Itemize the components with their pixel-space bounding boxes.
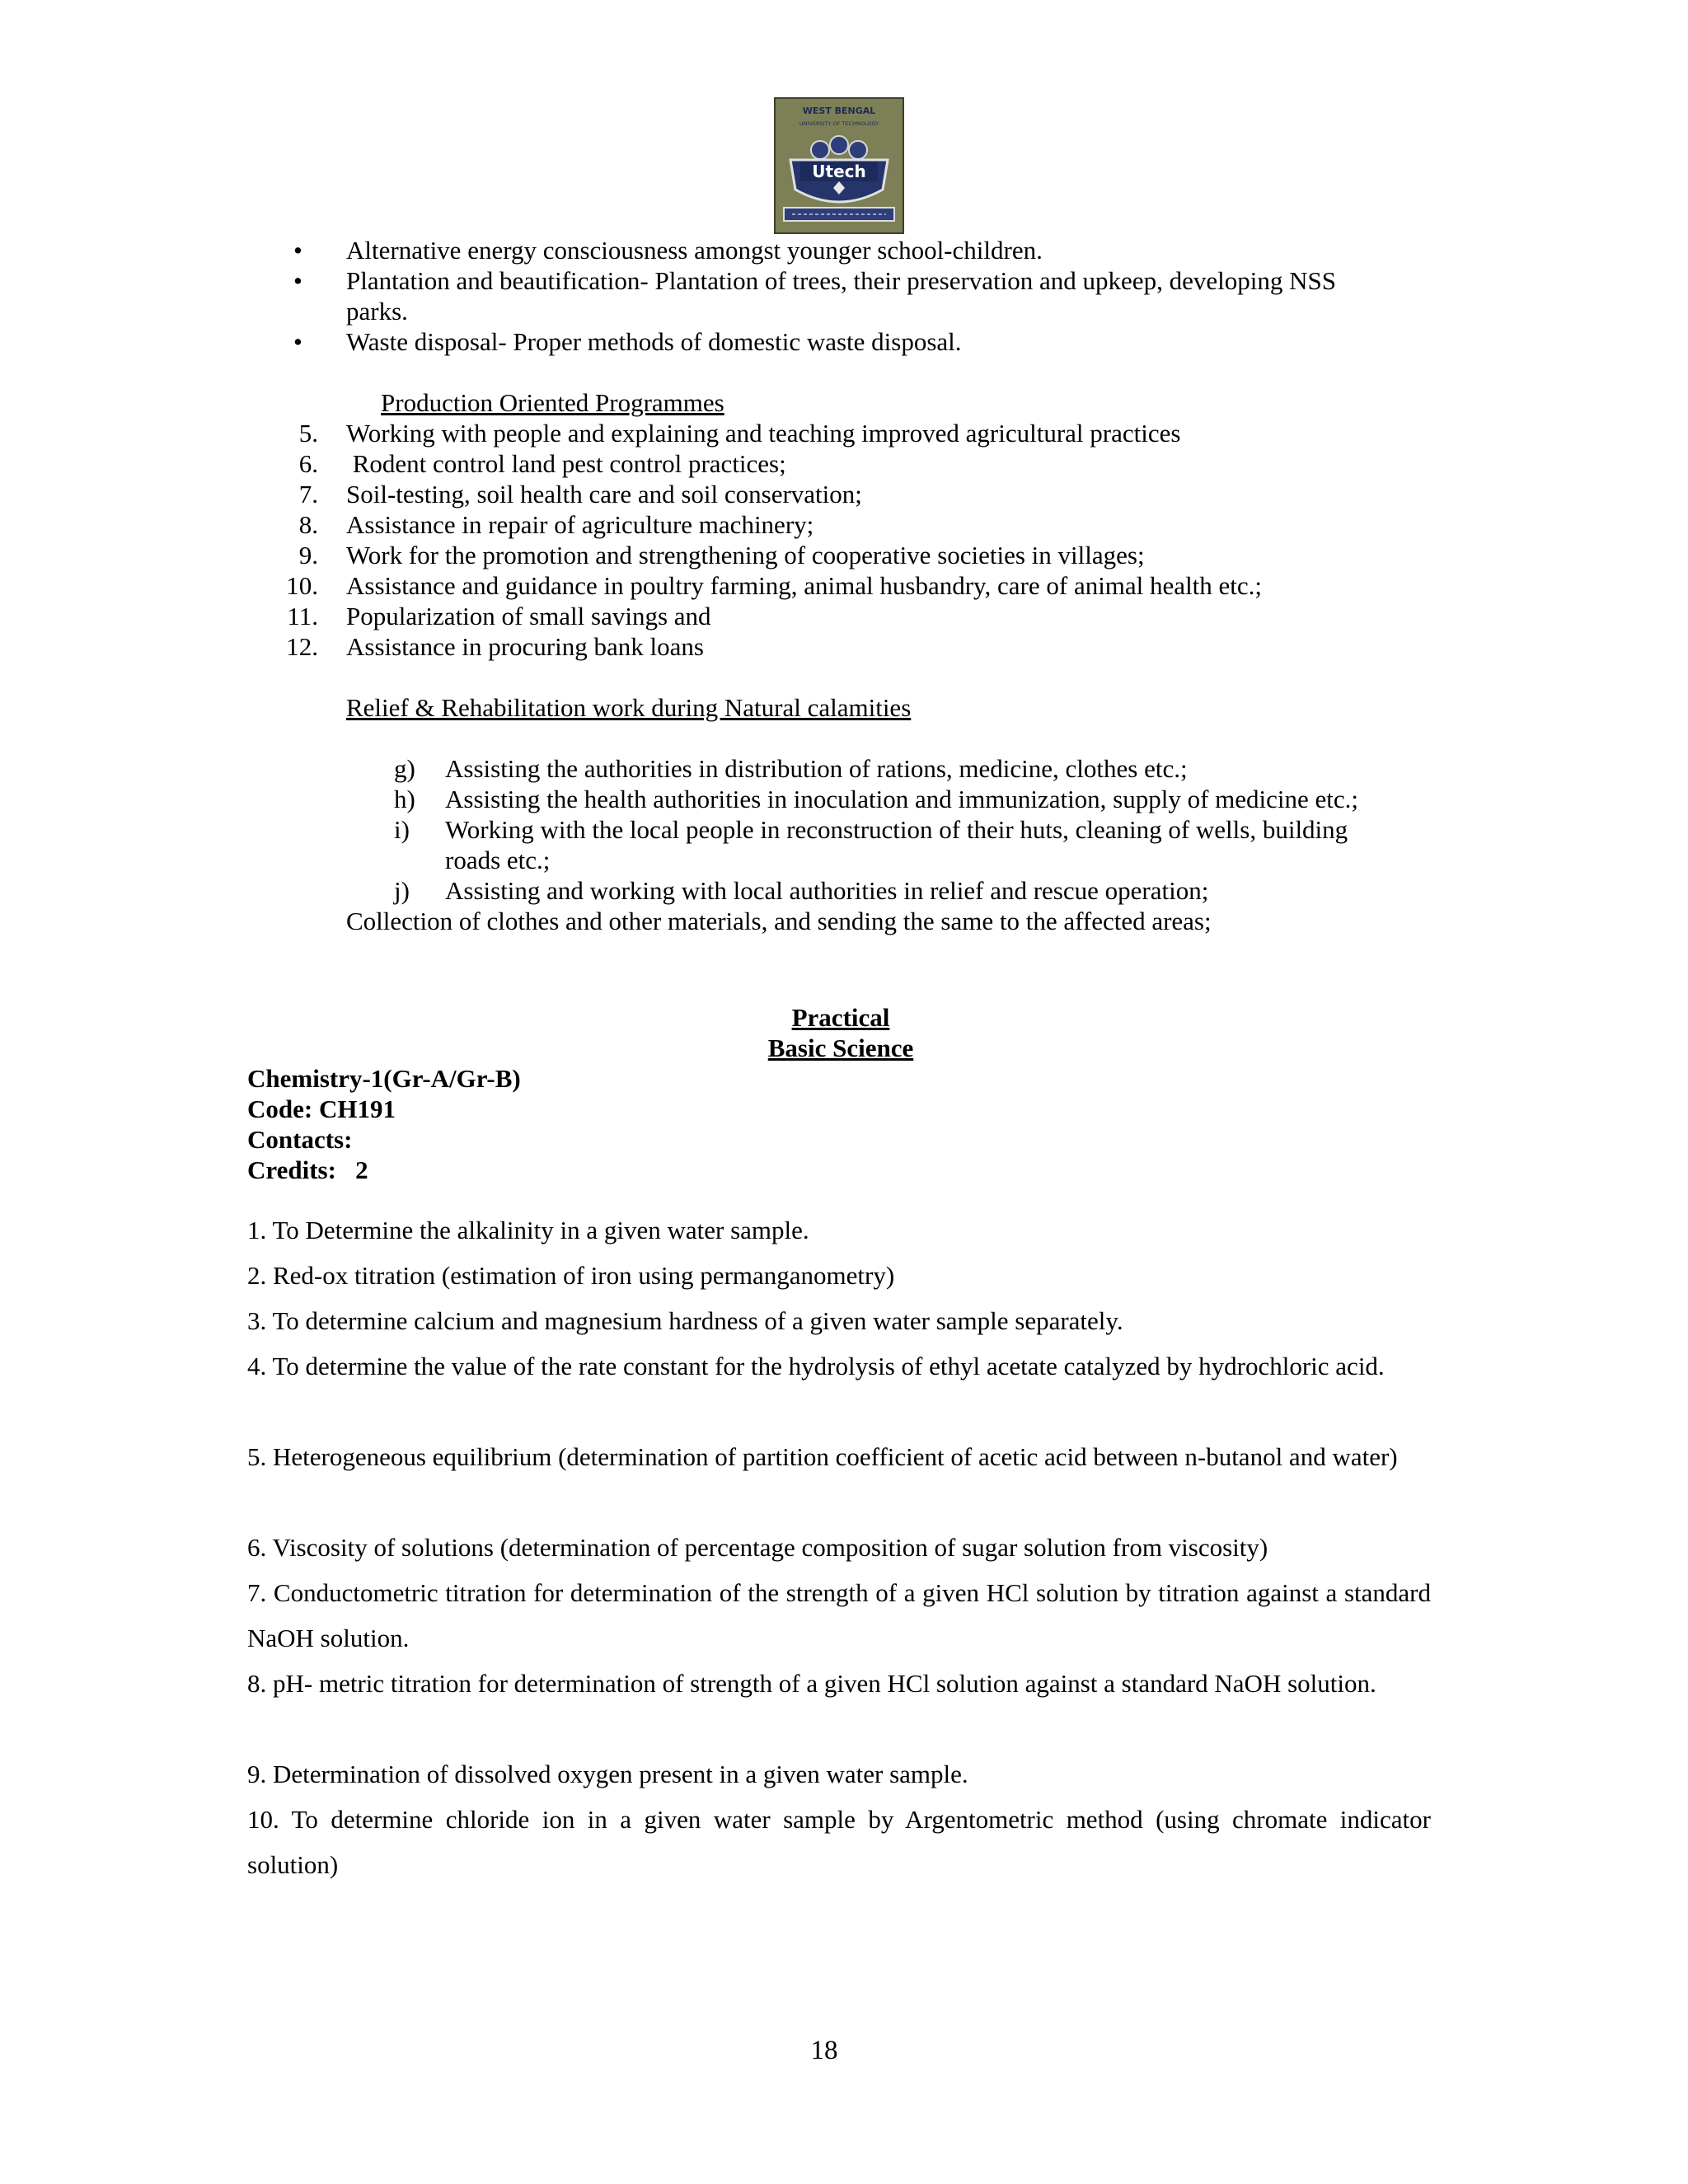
item-text: roads etc.;	[445, 846, 551, 874]
experiment-item: 1. To Determine the alkalinity in a given water sample.	[247, 1216, 809, 1244]
experiment-item: 7. Conductometric titration for determination of the strength of a given HCl solution by titration against a standard NaOH solution.	[247, 1578, 1431, 1652]
item-number: 6.	[298, 449, 318, 478]
item-label: g)	[394, 754, 415, 783]
bullet-marker: •	[293, 236, 302, 265]
relief-heading: Relief & Rehabilitation work during Natural calamities	[346, 693, 912, 722]
item-number: 5.	[298, 419, 318, 448]
item-text: Assisting the authorities in distribution of rations, medicine, clothes etc.;	[445, 754, 1188, 783]
item-number: 7.	[298, 480, 318, 509]
course-contacts: Contacts:	[247, 1125, 353, 1154]
page-number: 18	[810, 2036, 838, 2065]
item-number: 12.	[286, 632, 318, 661]
bullet-continuation: parks.	[346, 297, 408, 326]
experiment-item: 5. Heterogeneous equilibrium (determination of partition coefficient of acetic acid between n-butanol and water)	[247, 1442, 1398, 1471]
bullet-marker: •	[293, 327, 302, 356]
item-text: Assistance and guidance in poultry farming, animal husbandry, care of animal health etc.;	[346, 571, 1263, 600]
item-label: i)	[394, 815, 410, 844]
experiment-item: 4. To determine the value of the rate constant for the hydrolysis of ethyl acetate catalyzed by hydrochloric acid.	[247, 1352, 1385, 1380]
item-text: Rodent control land pest control practices;	[346, 449, 786, 478]
item-text: Assisting the health authorities in inoculation and immunization, supply of medicine etc.;	[445, 785, 1359, 813]
item-text: Popularization of small savings and	[346, 602, 711, 630]
bullet-text: Plantation and beautification- Plantation of trees, their preservation and upkeep, developing NSS	[346, 266, 1336, 295]
experiment-item: 6. Viscosity of solutions (determination of percentage composition of sugar solution from viscosity)	[247, 1533, 1268, 1562]
item-text: Working with the local people in reconstruction of their huts, cleaning of wells, building	[445, 815, 1348, 844]
relief-closing: Collection of clothes and other materials, and sending the same to the affected areas;	[346, 907, 1212, 935]
experiment-item: 9. Determination of dissolved oxygen present in a given water sample.	[247, 1760, 968, 1788]
experiment-item: 2. Red-ox titration (estimation of iron using permanganometry)	[247, 1261, 895, 1290]
item-text: Working with people and explaining and teaching improved agricultural practices	[346, 419, 1181, 448]
item-text: Soil-testing, soil health care and soil conservation;	[346, 480, 862, 509]
logo-emblem	[776, 99, 903, 232]
university-logo	[774, 97, 904, 234]
item-text: Assistance in repair of agriculture machinery;	[346, 510, 814, 539]
item-text: Work for the promotion and strengthening of cooperative societies in villages;	[346, 541, 1145, 569]
logo-sub-text: UNIVERSITY OF TECHNOLOGY	[799, 120, 879, 127]
experiment-item: 3. To determine calcium and magnesium hardness of a given water sample separately.	[247, 1306, 1123, 1335]
production-heading: Production Oriented Programmes	[381, 388, 724, 417]
section-title: Practical	[791, 1003, 890, 1032]
course-name: Chemistry-1(Gr-A/Gr-B)	[247, 1064, 521, 1093]
item-number: 11.	[287, 602, 318, 630]
bullet-text: Alternative energy consciousness amongst younger school-children.	[346, 236, 1043, 265]
course-credits: Credits: 2	[247, 1155, 368, 1184]
item-number: 8.	[298, 510, 318, 539]
logo-banner-text: Utech	[812, 162, 866, 181]
item-label: h)	[394, 785, 415, 813]
logo-top-text: WEST BENGAL	[802, 105, 876, 116]
item-text: Assisting and working with local authorities in relief and rescue operation;	[445, 876, 1209, 905]
item-text: Assistance in procuring bank loans	[346, 632, 704, 661]
item-label: j)	[394, 876, 410, 905]
experiment-item: 10. To determine chloride ion in a given water sample by Argentometric method (using chromate indicator solution)	[247, 1805, 1431, 1879]
item-number: 10.	[286, 571, 318, 600]
section-subtitle: Basic Science	[767, 1033, 914, 1062]
bullet-marker: •	[293, 266, 302, 295]
course-code: Code: CH191	[247, 1094, 396, 1123]
experiment-item: 8. pH- metric titration for determination of strength of a given HCl solution against a standard NaOH solution.	[247, 1669, 1376, 1698]
bullet-text: Waste disposal- Proper methods of domestic waste disposal.	[346, 327, 962, 356]
item-number: 9.	[298, 541, 318, 569]
